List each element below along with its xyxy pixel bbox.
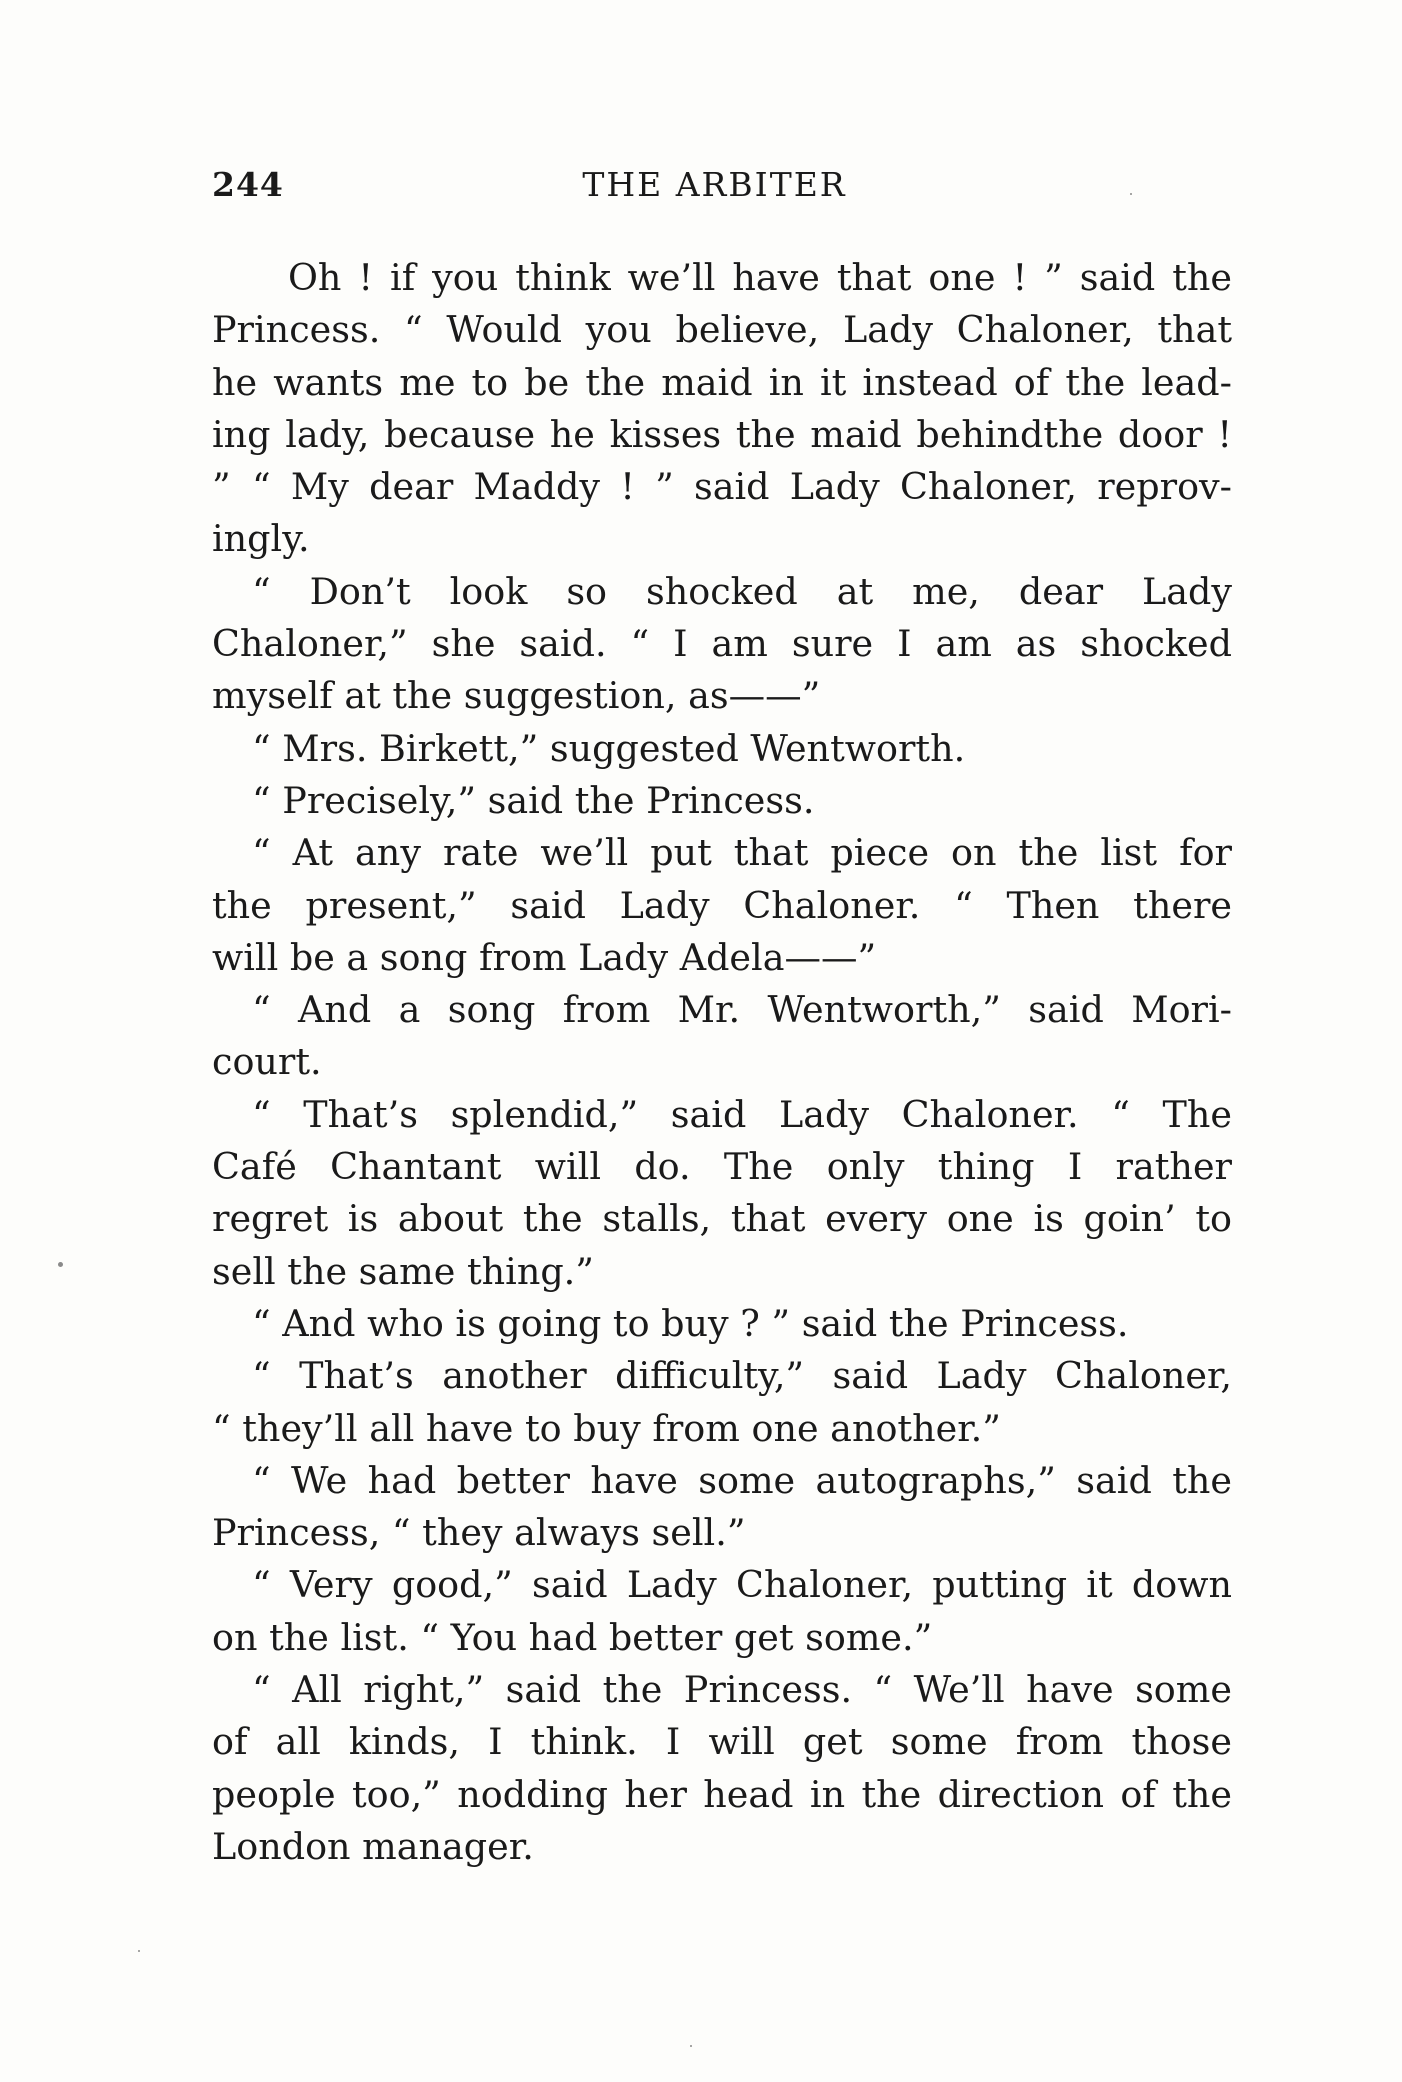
- text-line: Café Chantant will do. The only thing I rather: [212, 1145, 1232, 1189]
- text-line: “ My dear Maddy ! ” said Lady Chaloner, reprov-: [252, 465, 1232, 509]
- paper-speck: [138, 1950, 140, 1952]
- page-number: 244: [212, 165, 284, 204]
- text-line: he wants me to be the maid in it instead of the lead-: [212, 360, 1232, 404]
- text-line: sell the same thing.”: [212, 1249, 594, 1293]
- text-line: Oh ! if you think we’ll have that one ! ” said the: [288, 256, 1232, 299]
- text-line: Princess. “ Would you believe, Lady Chaloner, that: [212, 308, 1232, 352]
- text-line: of all kinds, I think. I will get some from those: [212, 1720, 1232, 1764]
- text-line: “ Precisely,” said the Princess.: [252, 778, 815, 822]
- text-line: “ Mrs. Birkett,” suggested Wentworth.: [252, 726, 966, 770]
- text-line: the present,” said Lady Chaloner. “ Then there: [212, 883, 1232, 927]
- text-line: Princess, “ they always sell.”: [212, 1511, 746, 1555]
- text-line: on the list. “ You had better get some.”: [212, 1615, 933, 1659]
- text-line: London manager.: [212, 1824, 534, 1868]
- text-line: “ That’s another difficulty,” said Lady Chaloner,: [252, 1354, 1232, 1398]
- text-line: “ And who is going to buy ? ” said the Princess.: [252, 1301, 1129, 1345]
- text-line: “ We had better have some autographs,” said the: [252, 1458, 1232, 1502]
- text-line: “ And a song from Mr. Wentworth,” said Mori-: [252, 988, 1232, 1032]
- text-line: Chaloner,” she said. “ I am sure I am as shocked: [212, 622, 1232, 666]
- running-head: [212, 165, 1217, 215]
- running-title: THE ARBITER: [582, 165, 847, 204]
- text-line: myself at the suggestion, as——”: [212, 674, 821, 718]
- text-line: “ At any rate we’ll put that piece on the list for: [252, 831, 1232, 875]
- text-line: ing lady, because he kisses the maid behindthe door ! ”: [212, 412, 1232, 509]
- text-line: “ Very good,” said Lady Chaloner, putting it down: [252, 1563, 1232, 1607]
- text-line: “ they’ll all have to buy from one another.”: [212, 1406, 1001, 1450]
- body-text: [212, 252, 1232, 1873]
- paper-speck: [1130, 193, 1132, 195]
- text-line: people too,” nodding her head in the direction of the: [212, 1772, 1232, 1816]
- text-line: court.: [212, 1040, 322, 1084]
- paper-speck: [690, 2045, 692, 2047]
- text-line: will be a song from Lady Adela——”: [212, 935, 877, 979]
- text-line: “ All right,” said the Princess. “ We’ll have some: [252, 1668, 1232, 1712]
- text-line: “ That’s splendid,” said Lady Chaloner. “ The: [252, 1092, 1232, 1136]
- text-line: ingly.: [212, 517, 310, 561]
- paper-speck: [58, 1262, 63, 1267]
- text-line: regret is about the stalls, that every one is goin’ to: [212, 1197, 1232, 1241]
- text-line: “ Don’t look so shocked at me, dear Lady: [252, 569, 1232, 613]
